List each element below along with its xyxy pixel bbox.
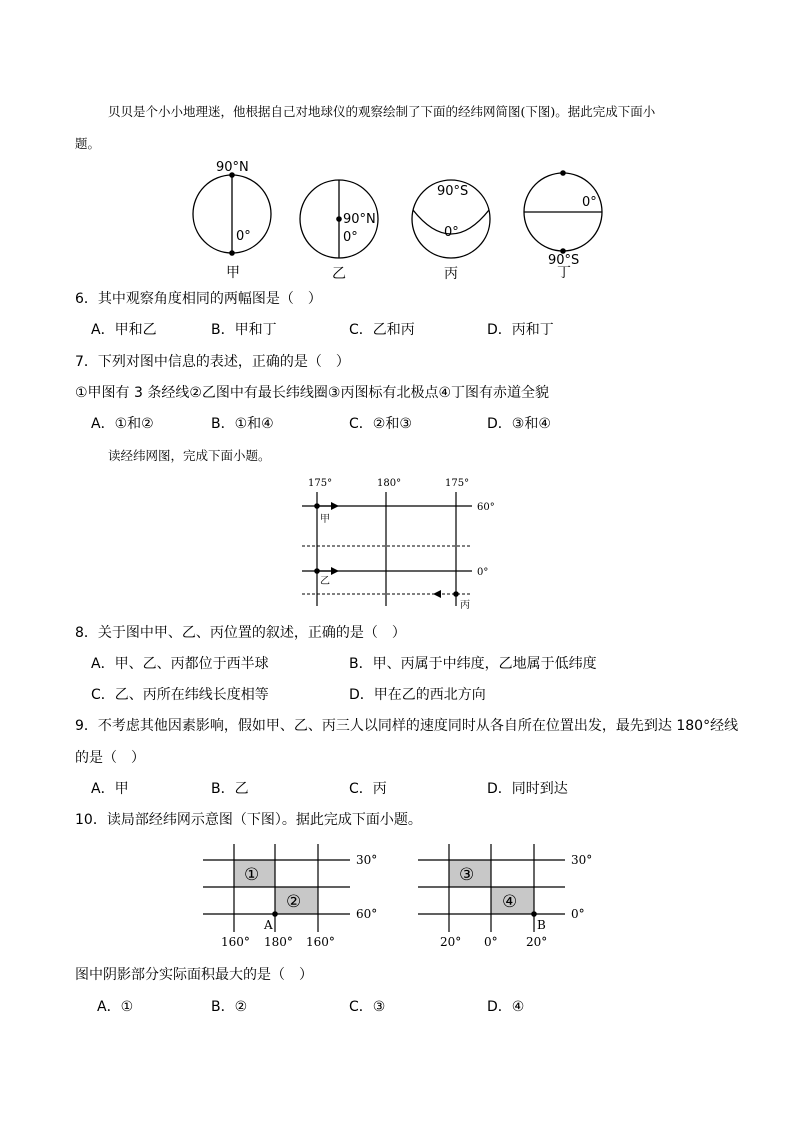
grid2-lat-bottom: 60°: [356, 907, 378, 921]
q7-option-d[interactable]: D．③和④: [487, 416, 551, 432]
globe-ding-caption: 丁: [557, 265, 571, 281]
globe-bing-label-1: 90°S: [437, 184, 469, 199]
q6-option-d[interactable]: D．丙和丁: [487, 322, 554, 338]
q10-option-c[interactable]: C．③: [349, 999, 386, 1015]
lat-label-top: 60°: [477, 502, 495, 513]
q9-option-a[interactable]: A．甲: [91, 781, 129, 797]
lat-label-bottom: 0°: [477, 567, 489, 578]
globe-bing-caption: 丙: [444, 266, 458, 282]
q10-stem: 10．读局部经纬网示意图（下图）。据此完成下面小题。: [75, 812, 422, 828]
globe-yi-label-2: 0°: [343, 230, 358, 245]
q8-option-d[interactable]: D．甲在乙的西北方向: [349, 687, 486, 703]
local-grid-right: [418, 844, 592, 949]
lon-label-right: 175°: [445, 478, 470, 489]
q7-option-a[interactable]: A．①和②: [91, 416, 154, 432]
point-jia: 甲: [320, 514, 330, 525]
globe-jia: [193, 160, 271, 281]
lon-label-left: 175°: [308, 478, 333, 489]
local-grid-left: [203, 844, 377, 949]
cell-1-label: ①: [244, 865, 260, 885]
point-bing: 丙: [460, 600, 470, 611]
grid2-lon-3: 160°: [306, 935, 335, 949]
q8-option-c[interactable]: C．乙、丙所在纬线长度相等: [91, 687, 269, 703]
grid3-lat-top: 30°: [571, 853, 593, 867]
q6-stem: 6．其中观察角度相同的两幅图是（ ）: [75, 291, 322, 307]
globe-ding: [524, 170, 602, 281]
grid3-lon-1: 20°: [440, 935, 462, 949]
cell-3-label: ③: [459, 865, 475, 885]
point-yi: 乙: [320, 576, 330, 587]
point-a-label: A: [264, 918, 273, 932]
q7-option-c[interactable]: C．②和③: [349, 416, 412, 432]
globe-figures: [0, 155, 794, 285]
globe-jia-caption: 甲: [226, 265, 240, 281]
point-b-label: B: [537, 918, 546, 932]
q9-option-b[interactable]: B．乙: [211, 781, 249, 797]
q10-option-b[interactable]: B．②: [211, 999, 248, 1015]
globe-ding-label-2: 90°S: [548, 253, 580, 268]
grid2-lat-top: 30°: [356, 853, 378, 867]
q9-option-c[interactable]: C．丙: [349, 781, 387, 797]
grid3-lon-2: 0°: [484, 935, 498, 949]
globe-ding-label-1: 0°: [582, 195, 597, 210]
q8-stem: 8．关于图中甲、乙、丙位置的叙述，正确的是（ ）: [75, 625, 406, 641]
q9-option-d[interactable]: D．同时到达: [487, 781, 568, 797]
lon-label-mid: 180°: [377, 478, 402, 489]
q9-stem-line-1: 9．不考虑其他因素影响，假如甲、乙、丙三人以同样的速度同时从各自所在位置出发，最先到达 180°经线: [75, 718, 739, 734]
read-intro: 读经纬网图，完成下面小题。: [108, 448, 271, 463]
local-grid-figures: [0, 835, 794, 955]
grid2-lon-2: 180°: [264, 935, 293, 949]
globe-bing: [412, 180, 490, 282]
globe-yi: [300, 180, 378, 282]
q10-option-a[interactable]: A．①: [97, 999, 134, 1015]
globe-jia-top-label: 90°N: [216, 160, 249, 175]
globe-bing-label-2: 0°: [444, 225, 459, 240]
q7-stem: 7．下列对图中信息的表述，正确的是（ ）: [75, 354, 350, 370]
globe-yi-caption: 乙: [332, 266, 346, 282]
q9-stem-line-2: 的是（ ）: [75, 750, 145, 766]
grid3-lat-bottom: 0°: [571, 907, 585, 921]
q7-option-b[interactable]: B．①和④: [211, 416, 274, 432]
q6-option-c[interactable]: C．乙和丙: [349, 322, 415, 338]
lat-lon-grid-figure: [0, 470, 794, 610]
grid3-lon-3: 20°: [526, 935, 548, 949]
q8-option-a[interactable]: A．甲、乙、丙都位于西半球: [91, 656, 269, 672]
q6-option-a[interactable]: A．甲和乙: [91, 322, 157, 338]
q8-option-b[interactable]: B．甲、丙属于中纬度，乙地属于低纬度: [349, 656, 597, 672]
cell-2-label: ②: [286, 892, 302, 912]
q7-statements: ①甲图有 3 条经线②乙图中有最长纬线圈③丙图标有北极点④丁图有赤道全貌: [75, 385, 550, 401]
intro-line-2: 题。: [75, 136, 101, 151]
grid2-lon-1: 160°: [221, 935, 250, 949]
intro-line-1: 贝贝是个小小地理迷，他根据自己对地球仪的观察绘制了下面的经纬网简图(下图)。据此完成下面小: [108, 104, 656, 119]
globe-jia-bottom-label: 0°: [236, 229, 251, 244]
cell-4-label: ④: [502, 892, 518, 912]
q6-option-b[interactable]: B．甲和丁: [211, 322, 277, 338]
globe-yi-label-1: 90°N: [343, 212, 376, 227]
q10-sub-stem: 图中阴影部分实际面积最大的是（ ）: [75, 967, 313, 983]
q10-option-d[interactable]: D．④: [487, 999, 525, 1015]
